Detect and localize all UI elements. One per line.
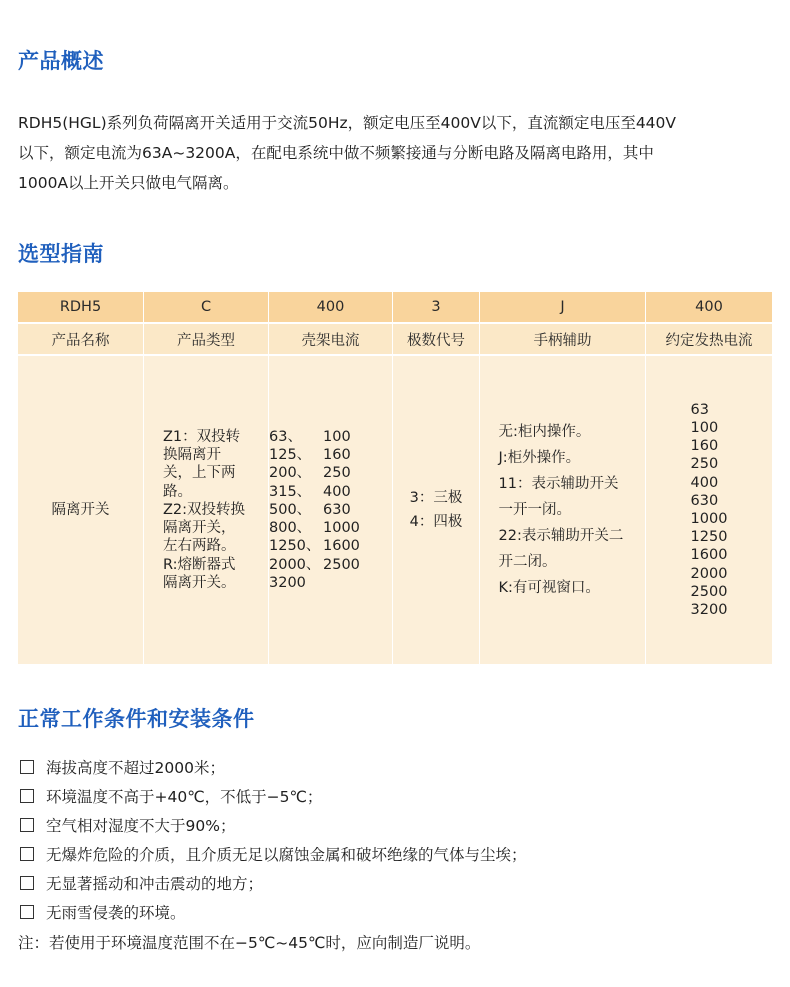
rating-value: 100 [690,419,719,436]
condition-item [18,752,778,781]
selection-table [18,292,772,664]
frame-current-value: 500、 [269,501,312,518]
rating-value: 630 [690,492,719,509]
frame-current-value: 315、 [269,483,312,500]
overview-line: 1000A以上开关只做电气隔离。 [18,174,239,192]
product-name-cell [18,356,144,664]
frame-current-value [323,574,373,592]
header-row [18,324,772,356]
header-cell: 产品名称 [18,324,144,356]
checkbox-icon [20,876,34,890]
rating-value: 2500 [690,583,728,600]
product-type-cell [144,356,269,664]
conditions-list [18,752,778,926]
selection-guide-title: 选型指南 [18,242,104,266]
overview-line: 以下，额定电流为63A~3200A，在配电系统中做不频繁接通与分断电路及隔离电路用，其中 [18,144,654,162]
rating-value: 250 [690,456,719,473]
frame-current-value: 3200 [269,574,306,591]
frame-current-cell [269,356,393,664]
condition-item [18,897,778,926]
overview-title: 产品概述 [18,49,104,73]
poles-cell [393,356,480,664]
product-type-item: R:熔断器式隔离开关。 [163,556,236,591]
condition-text: 海拔高度不超过2000米； [46,758,225,777]
frame-current-value: 1000 [323,520,360,537]
poles-item: 4：四极 [409,514,463,530]
frame-current-value: 125、 [269,447,312,464]
frame-current-value: 100 [323,429,351,446]
product-type-item: Z2:双投转换隔离开关，左右两路。 [163,501,246,555]
rating-value: 1250 [690,529,728,546]
condition-item [18,781,778,810]
frame-current-value: 1600 [323,538,360,555]
model-code-row [18,292,772,324]
condition-text: 环境温度不高于+40℃，不低于−5℃； [46,787,323,806]
conditions-title: 正常工作条件和安装条件 [18,707,255,731]
code-cell: 400 [646,292,772,324]
handle-item: 22:表示辅助开关二开二闭。 [498,528,624,570]
rating-value: 400 [690,474,719,491]
handle-cell [480,356,646,664]
note-text: 注：若使用于环境温度范围不在−5℃~45℃时，应向制造厂说明。 [18,934,481,952]
rating-list [691,401,728,619]
checkbox-icon [20,905,34,919]
handle-item: K:有可视窗口。 [498,580,600,596]
handle-list [499,419,627,601]
code-cell: J [480,292,646,324]
frame-current-value: 630 [323,501,351,518]
detail-row [18,356,772,664]
condition-item [18,810,778,839]
header-cell: 产品类型 [144,324,269,356]
code-cell: 3 [393,292,480,324]
product-name: 隔离开关 [51,501,110,518]
rating-value: 2000 [690,565,728,582]
overview-line: RDH5(HGL)系列负荷隔离开关适用于交流50Hz，额定电压至400V以下，直流额定电压至440V [18,114,677,132]
rating-value: 3200 [690,602,728,619]
rating-value: 1000 [690,511,728,527]
frame-current-value: 2000、 [269,556,321,573]
product-type-item: Z1：双投转换隔离开关，上下两路。 [163,429,241,500]
handle-item: J:柜外操作。 [498,450,581,466]
code-cell: C [144,292,269,324]
rating-value: 1600 [690,547,728,564]
frame-current-value: 2500 [323,556,360,573]
code-cell: 400 [269,292,393,324]
frame-current-value: 1250、 [269,538,321,555]
frame-current-value: 63、 [269,429,302,446]
checkbox-icon [20,789,34,803]
header-cell: 手柄辅助 [480,324,646,356]
condition-text: 无雨雪侵袭的环境。 [46,903,186,922]
frame-current-value: 160 [323,447,351,464]
overview-text [18,108,778,198]
condition-text: 无显著摇动和冲击震动的地方； [46,874,264,893]
condition-item [18,839,778,868]
checkbox-icon [20,818,34,832]
product-type-list [163,428,249,592]
frame-current-value: 200、 [269,465,312,482]
checkbox-icon [20,760,34,774]
frame-current-value: 400 [323,483,351,500]
frame-current-value: 800、 [269,520,312,537]
header-cell: 极数代号 [393,324,480,356]
header-cell: 约定发热电流 [646,324,772,356]
frame-current-list [269,428,392,592]
rating-value: 160 [690,438,719,455]
poles-list [410,486,463,534]
poles-item: 3：三极 [409,490,463,506]
condition-item [18,868,778,897]
checkbox-icon [20,847,34,861]
frame-current-value: 250 [323,465,351,482]
handle-item: 11：表示辅助开关一开一闭。 [498,476,619,518]
rating-cell [646,356,772,664]
rating-value: 63 [690,401,709,418]
condition-text: 空气相对湿度不大于90%； [46,816,236,835]
code-cell: RDH5 [18,292,144,324]
header-cell: 壳架电流 [269,324,393,356]
condition-text: 无爆炸危险的介质，且介质无足以腐蚀金属和破坏绝缘的气体与尘埃； [46,845,527,864]
handle-item: 无:柜内操作。 [498,424,591,440]
